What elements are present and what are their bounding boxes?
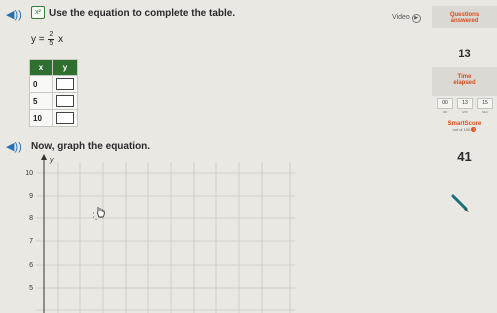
graph-prompt: Now, graph the equation. (31, 141, 151, 152)
play-icon: ▶ (412, 14, 421, 23)
table-header-y: y (53, 60, 78, 76)
video-label: Video (392, 14, 410, 21)
timer-minutes-value: 13 (457, 98, 473, 109)
timer-hours-value: 00 (437, 98, 453, 109)
questions-label-1: Questions (449, 12, 480, 18)
timer-hours-unit: HR (442, 110, 448, 114)
info-icon[interactable]: ? (472, 127, 476, 132)
table-cell-y (53, 76, 78, 93)
y-tick-label: 10 (25, 170, 33, 177)
y-tick-label: 8 (29, 215, 33, 222)
questions-label-2: answered (450, 18, 479, 24)
questions-answered-panel (432, 6, 497, 64)
table-cell-x: 5 (30, 93, 53, 110)
y-tick-label: 7 (29, 238, 33, 245)
grid-lines (36, 162, 295, 313)
table-cell-y (53, 93, 78, 110)
table-header-x: x (30, 60, 53, 76)
equation-lhs: y = (31, 34, 45, 46)
equation-fraction (48, 31, 54, 48)
equation-symbol-icon: x² (31, 6, 45, 19)
answer-input-box[interactable] (56, 78, 74, 90)
timer-minutes-unit: MIN (462, 110, 468, 114)
answer-input-box[interactable] (56, 95, 74, 107)
questions-label (432, 6, 497, 24)
time-label-1: Time (457, 74, 472, 80)
timer-hours (437, 98, 453, 115)
fraction-denominator: 5 (49, 40, 54, 47)
timer-seconds-value: 15 (477, 98, 493, 109)
speaker-icon[interactable]: ◀)) (6, 9, 22, 21)
video-link[interactable] (392, 14, 421, 23)
table-cell-x: 10 (30, 110, 53, 127)
y-tick-label: 6 (29, 262, 33, 269)
pencil-icon[interactable] (450, 193, 470, 213)
table-row (30, 110, 78, 127)
table-cell-y (53, 110, 78, 127)
smartscore-label: SmartScore (447, 121, 482, 127)
time-label (432, 67, 497, 86)
answer-input-box[interactable] (56, 112, 74, 124)
y-axis-label: y (50, 157, 54, 164)
y-tick-label: 5 (29, 285, 33, 292)
table-row (30, 76, 78, 93)
table-header-row (30, 60, 78, 76)
speaker-icon[interactable]: ◀)) (6, 141, 22, 153)
questions-header (432, 6, 497, 28)
timer-minutes (457, 98, 473, 115)
smartscore-value: 41 (457, 149, 472, 164)
table-row (30, 93, 78, 110)
question-prompt: Use the equation to complete the table. (49, 8, 236, 19)
smartscore-sub (432, 127, 497, 132)
fraction-numerator: 2 (49, 31, 54, 38)
timer-seconds (477, 98, 493, 115)
y-tick-label: 9 (29, 193, 33, 200)
timer (437, 98, 493, 115)
coordinate-graph[interactable] (0, 152, 300, 313)
smartscore-sub-text: out of 100 (452, 127, 471, 132)
time-label-2: elapsed (453, 80, 476, 86)
table-cell-x: 0 (30, 76, 53, 93)
equation-variable: x (58, 34, 64, 46)
questions-value: 13 (458, 48, 471, 60)
timer-seconds-unit: SEC (481, 110, 489, 114)
smartscore-panel (432, 121, 497, 164)
xy-table (29, 59, 78, 127)
y-axis-arrow (41, 154, 47, 160)
equation (31, 31, 63, 48)
time-elapsed-header (432, 67, 497, 96)
